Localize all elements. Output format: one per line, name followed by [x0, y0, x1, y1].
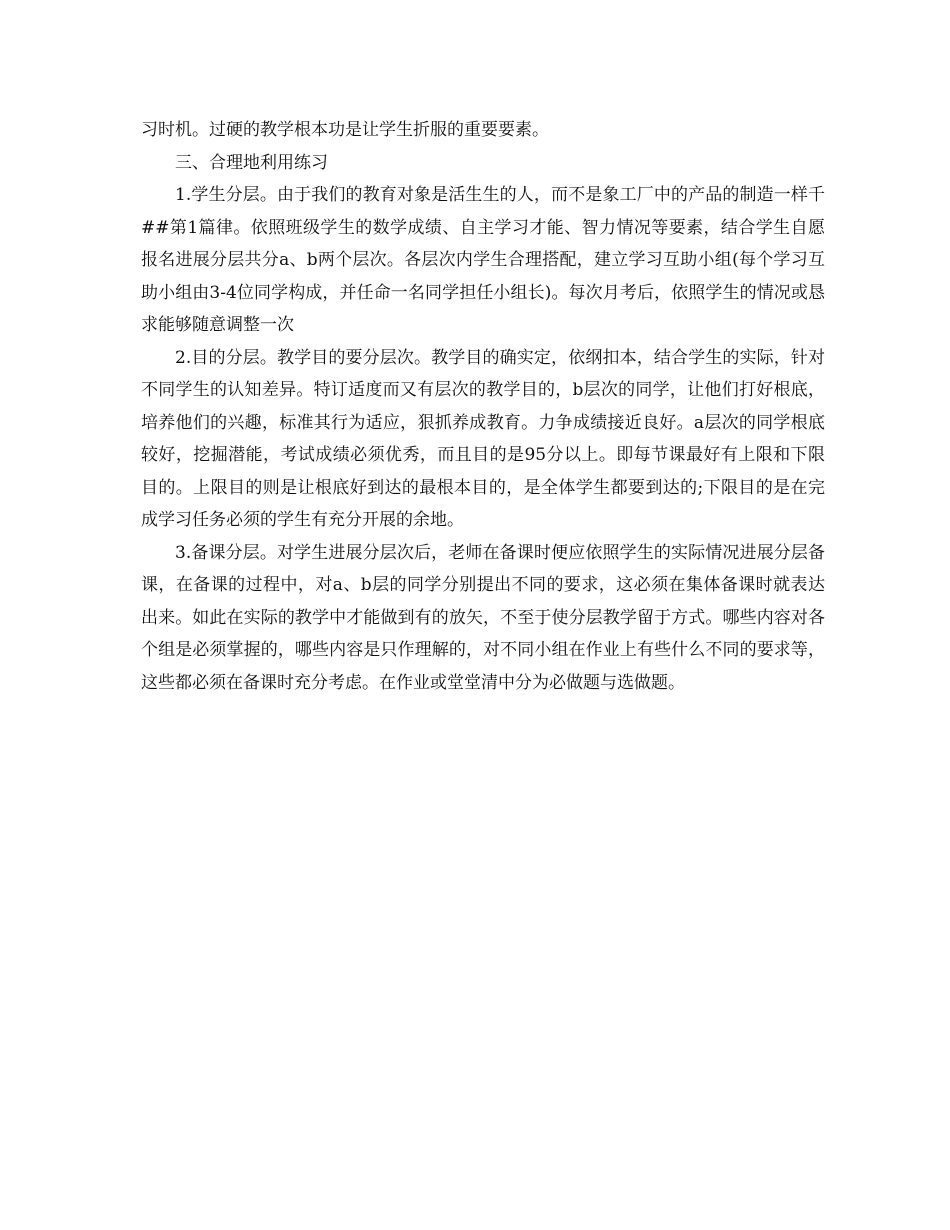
paragraph-student-layering: 1.学生分层。由于我们的教育对象是活生生的人，而不是象工厂中的产品的制造一样千##第1篇律。依照班级学生的数学成绩、自主学习才能、智力情况等要素，结合学生自愿报名进展分层共分a、b两个层次。各层次内学生合理搭配，建立学习互助小组(每个学习互助小组由3-4位同学构成，并任命一名同学担任小组长)。每次月考后，依照学生的情况或恳求能够随意调整一次: [141, 185, 825, 335]
section-heading: 三、合理地利用练习: [175, 152, 328, 173]
paragraph-continuation: 习时机。过硬的教学根本功是让学生折服的重要要素。: [141, 120, 549, 140]
document-page: [141, 114, 825, 699]
paragraph-goal-layering: 2.目的分层。教学目的要分层次。教学目的确实定，依纲扣本，结合学生的实际，针对不同学生的认知差异。特订适度而又有层次的教学目的，b层次的同学，让他们打好根底，培养他们的兴趣，标准其行为适应，狠抓养成教育。力争成绩接近良好。a层次的同学根底较好，挖掘潜能，考试成绩必须优秀，而且目的是95分以上。即每节课最好有上限和下限目的。上限目的则是让根底好到达的最根本目的，是全体学生都要到达的;下限目的是在完成学习任务必须的学生有充分开展的余地。: [141, 347, 825, 530]
paragraph-lesson-prep-layering: 3.备课分层。对学生进展分层次后，老师在备课时便应依照学生的实际情况进展分层备课，在备课的过程中，对a、b层的同学分别提出不同的要求，这必须在集体备课时就表达出来。如此在实际的教学中才能做到有的放矢，不至于使分层教学留于方式。哪些内容对各个组是必须掌握的，哪些内容是只作理解的，对不同小组在作业上有些什么不同的要求等，这些都必须在备课时充分考虑。在作业或堂堂清中分为必做题与选做题。: [141, 542, 825, 693]
